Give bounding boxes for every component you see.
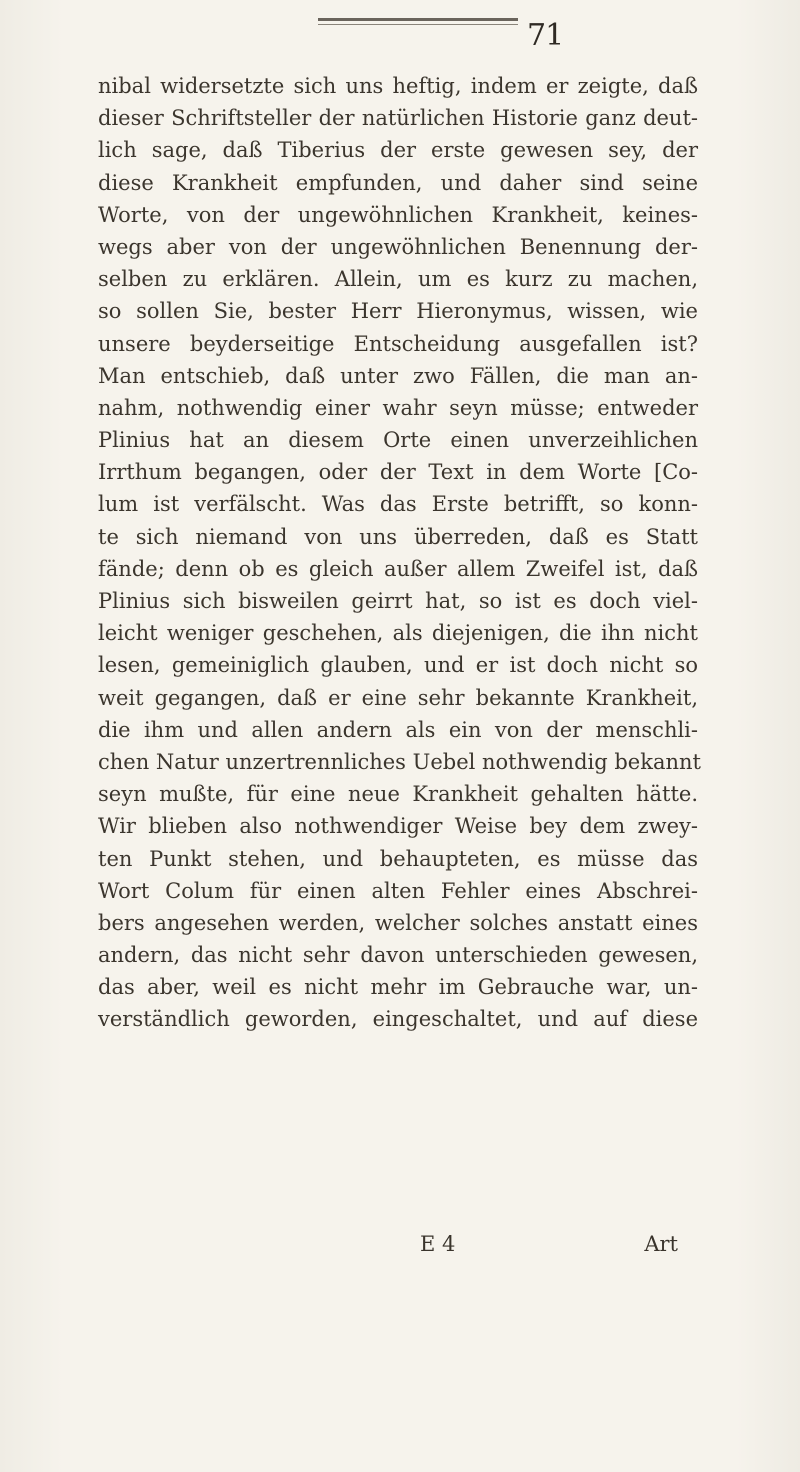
text-line: dieser Schriftsteller der natürlichen Historie ganz deut-	[98, 106, 698, 131]
text-line: nibal widersetzte sich uns heftig, indem er zeigte, daß	[98, 74, 698, 98]
text-line: so sollen Sie, bester Herr Hieronymus, wissen, wie	[98, 299, 698, 324]
body-text	[98, 70, 701, 1036]
text-line: nahm, nothwendig einer wahr seyn müsse; entweder	[98, 395, 698, 420]
header-rule-thin	[318, 24, 518, 25]
text-line: bers angesehen werden, welcher solches anstatt eines	[98, 910, 698, 935]
text-line: fände; denn ob es gleich außer allem Zweifel ist, daß	[98, 556, 698, 581]
catchword: Art	[644, 1232, 678, 1256]
text-line: Man entschieb, daß unter zwo Fällen, die man an-	[98, 363, 698, 388]
page-number: 71	[527, 18, 564, 53]
text-line: wegs aber von der ungewöhnlichen Benennung der-	[98, 234, 698, 259]
text-line: Plinius hat an diesem Orte einen unverzeihlichen	[98, 428, 698, 453]
text-line: chen Natur unzertrennliches Uebel nothwendig bekannt	[98, 749, 701, 774]
footer-row	[98, 1232, 698, 1266]
text-line: das aber, weil es nicht mehr im Gebrauche war, un-	[98, 975, 698, 1000]
text-line: Irrthum begangen, oder der Text in dem Worte [Co-	[98, 460, 698, 485]
text-line: Wir blieben also nothwendiger Weise bey dem zwey-	[98, 814, 698, 839]
text-line: Worte, von der ungewöhnlichen Krankheit, keines-	[98, 202, 698, 227]
text-line: selben zu erklären. Allein, um es kurz zu machen,	[98, 267, 698, 292]
header-rule	[318, 18, 518, 21]
text-line: Plinius sich bisweilen geirrt hat, so ist es doch viel-	[98, 589, 698, 613]
text-line: weit gegangen, daß er eine sehr bekannte Krankheit,	[98, 685, 698, 710]
text-line: leicht weniger geschehen, als diejenigen, die ihn nicht	[98, 621, 698, 646]
text-line: diese Krankheit empfunden, und daher sind seine	[98, 170, 698, 195]
text-line: andern, das nicht sehr davon unterschieden gewesen,	[98, 943, 698, 968]
text-line: te sich niemand von uns überreden, daß es Statt	[98, 524, 698, 549]
text-line: seyn mußte, für eine neue Krankheit gehalten hätte.	[98, 782, 698, 807]
text-line: lich sage, daß Tiberius der erste gewesen sey, der	[98, 138, 698, 163]
text-line: lesen, gemeiniglich glauben, und er ist doch nicht so	[98, 653, 698, 678]
text-line: lum ist verfälscht. Was das Erste betrifft, so konn-	[98, 492, 698, 517]
signature-mark: E 4	[420, 1232, 456, 1256]
text-line: Wort Colum für einen alten Fehler eines Abschrei-	[98, 878, 698, 903]
text-line: die ihm und allen andern als ein von der menschli-	[98, 717, 698, 742]
text-line: unsere beyderseitige Entscheidung ausgefallen ist?	[98, 331, 698, 356]
text-line: ten Punkt stehen, und behaupteten, es müsse das	[98, 846, 698, 871]
text-line: verständlich geworden, eingeschaltet, und auf diese	[98, 1007, 698, 1032]
